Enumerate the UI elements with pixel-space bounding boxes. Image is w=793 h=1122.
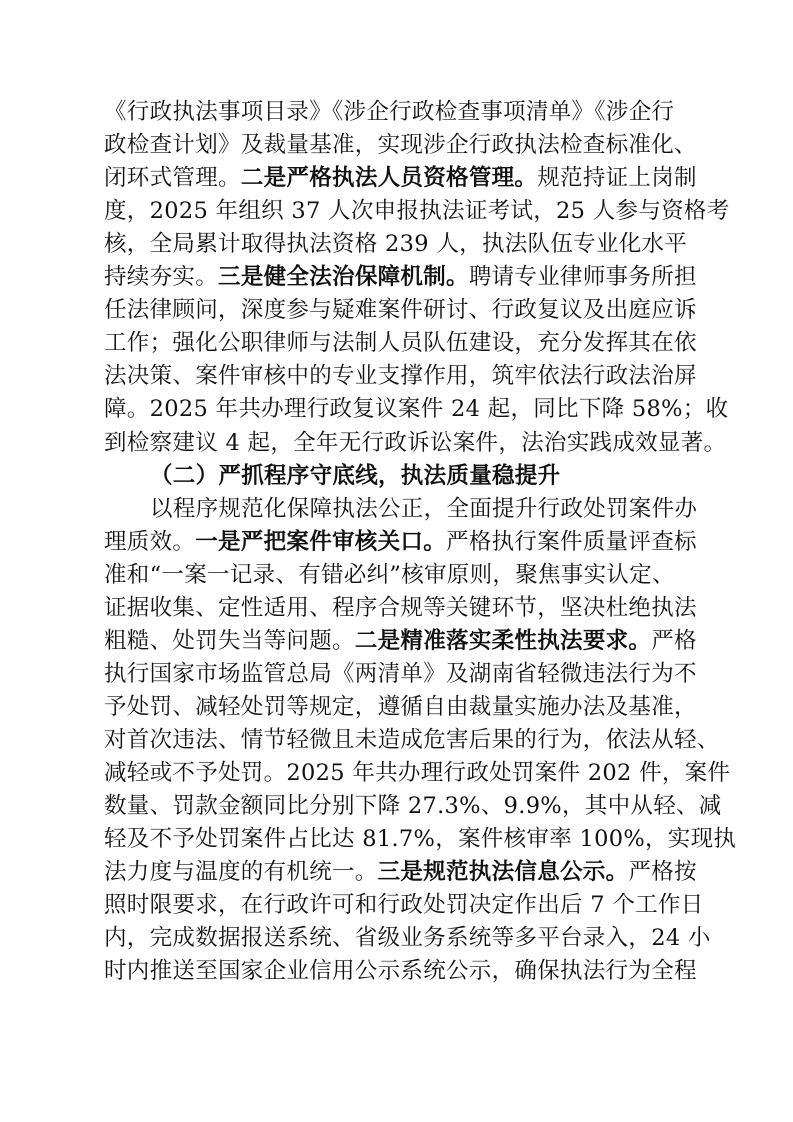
text-line (104, 923, 711, 953)
text-line (104, 361, 697, 391)
text-line (104, 196, 730, 226)
text-line (104, 659, 697, 689)
bold-phrase: 二是严格执法人员资格管理。 (240, 165, 538, 192)
text-line (104, 758, 731, 788)
text-segment: 度，2025 年组织 37 人次申报执法证考试，25 人参与资格考 (104, 198, 730, 225)
bold-phrase: 一是严把案件审核关口。 (195, 528, 447, 555)
text-segment: 照时限要求，在行政许可和行政处罚决定作出后 7 个工作日 (104, 892, 704, 919)
text-segment: 闭环式管理。 (104, 165, 241, 192)
text-line (150, 494, 698, 524)
text-segment: 核，全局累计取得执法资格 239 人，执法队伍专业化水平 (104, 231, 688, 258)
text-line (104, 560, 690, 590)
text-segment: 政检查计划》及裁量基准，实现涉企行政执法检查标准化、 (104, 132, 697, 159)
text-line (104, 229, 690, 259)
text-segment: 法决策、案件审核中的专业支撑作用，筑牢依法行政法治屏 (104, 363, 697, 390)
text-segment: 证据收集、定性适用、程序合规等关键环节，坚决杜绝执法 (104, 594, 697, 621)
text-segment: 聘请专业律师事务所担 (468, 264, 697, 291)
text-segment: 障。2025 年共办理行政复议案件 24 起，同比下降 58%；收 (104, 396, 729, 423)
text-segment: 时内推送至国家企业信用公示系统公示，确保执法行为全程 (104, 958, 697, 985)
text-line (104, 97, 690, 127)
text-line (104, 394, 729, 424)
text-segment: 数量、罚款金额同比分别下降 27.3%、9.9%，其中从轻、减 (104, 793, 722, 820)
text-segment: 《行政执法事项目录》《涉企行政检查事项清单》《涉企行 (104, 99, 675, 125)
bold-phrase: 三是规范执法信息公示。 (377, 859, 629, 886)
text-line (104, 857, 697, 887)
text-segment: 对首次违法、情节轻微且未造成危害后果的行为，依法从轻、 (104, 726, 720, 753)
bold-phrase: 三是健全法治保障机制。 (218, 264, 469, 291)
text-line (104, 295, 697, 325)
text-segment: 规范持证上岗制 (537, 165, 697, 192)
text-segment: 工作；强化公职律师与法制人员队伍建设，充分发挥其在依 (104, 330, 697, 357)
text-segment: 予处罚、减轻处罚等规定，遵循自由裁量实施办法及基准， (104, 693, 697, 720)
text-segment: 准和“一案一记录、有错必纠”核审原则，聚焦事实认定、 (104, 561, 675, 588)
text-segment: 粗糙、处罚失当等问题。 (104, 627, 355, 654)
bold-phrase: （二）严抓程序守底线，执法质量稳提升 (150, 462, 561, 489)
text-line (104, 130, 697, 160)
text-line (104, 428, 727, 458)
text-line (104, 262, 697, 292)
bold-phrase: 二是精准落实柔性执法要求。 (354, 627, 652, 654)
text-segment: 法力度与温度的有机统一。 (104, 859, 378, 886)
text-line (104, 791, 722, 821)
text-segment: 严格按 (628, 859, 697, 886)
text-segment: 到检察建议 4 起，全年无行政诉讼案件，法治实践成效显著。 (104, 429, 727, 456)
text-line (104, 824, 737, 854)
text-segment: 严格执行案件质量评查标 (446, 528, 697, 555)
text-segment: 持续夯实。 (104, 264, 219, 291)
text-segment: 轻及不予处罚案件占比达 81.7%，案件核审率 100%，实现执 (104, 826, 737, 853)
text-segment: 内，完成数据报送系统、省级业务系统等多平台录入，24 小 (104, 925, 711, 952)
text-line (104, 890, 704, 920)
text-line (150, 461, 690, 491)
text-line (104, 725, 720, 755)
text-segment: 以程序规范化保障执法公正，全面提升行政处罚案件办 (150, 495, 698, 522)
text-line (104, 956, 697, 986)
text-line (104, 626, 697, 656)
text-segment: 严格 (651, 627, 697, 654)
text-line (104, 593, 697, 623)
text-line (104, 328, 697, 358)
text-segment: 执行国家市场监管总局《两清单》及湖南省轻微违法行为不 (104, 660, 697, 687)
text-segment: 任法律顾问，深度参与疑难案件研讨、行政复议及出庭应诉 (104, 297, 697, 324)
text-segment: 减轻或不予处罚。2025 年共办理行政处罚案件 202 件，案件 (104, 760, 731, 786)
text-line (104, 692, 697, 722)
text-line (104, 163, 697, 193)
text-line (104, 527, 697, 557)
text-segment: 理质效。 (104, 528, 196, 555)
